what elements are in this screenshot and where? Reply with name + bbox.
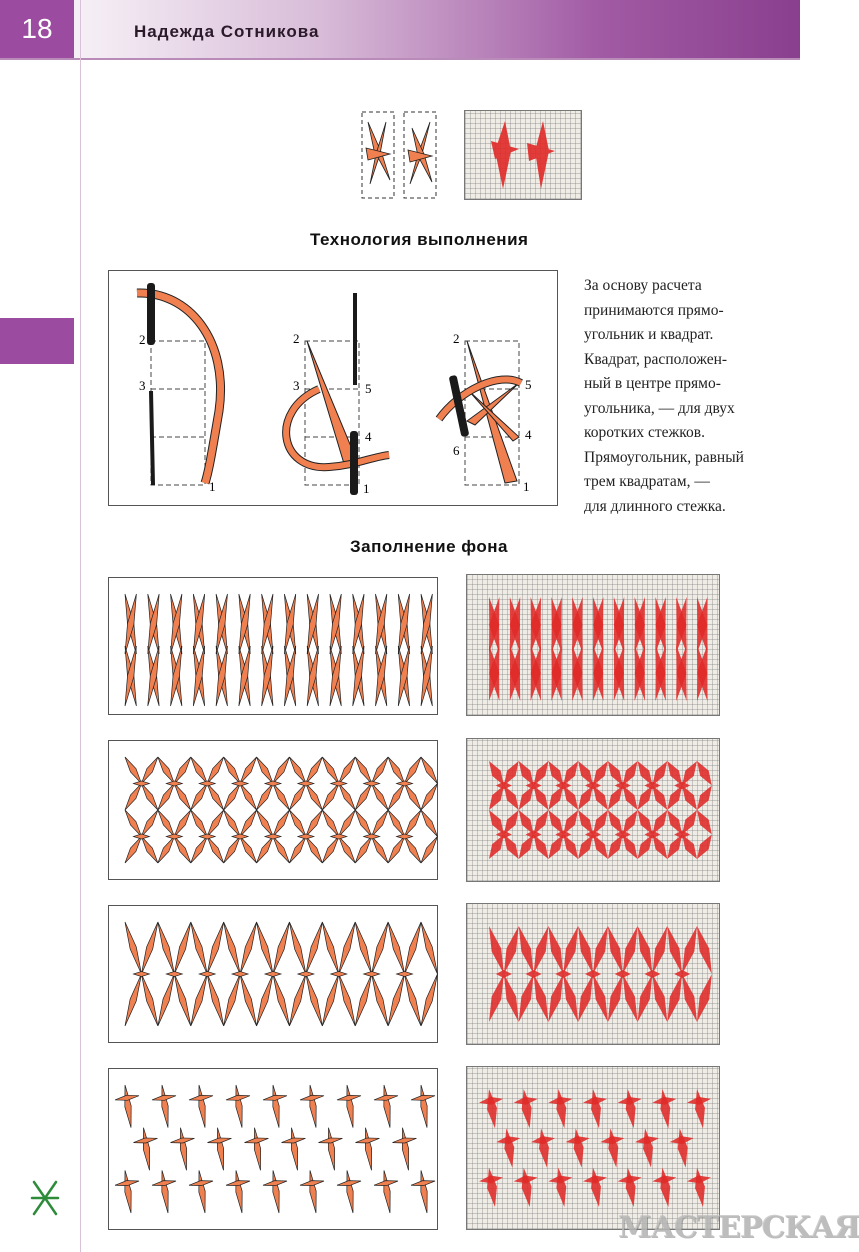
label-3-2: 2	[453, 331, 460, 346]
desc-line: угольника, — для двух	[584, 399, 735, 417]
desc-line: За основу расчета	[584, 277, 702, 294]
desc-line: Квадрат, расположен-	[584, 350, 728, 368]
technique-diagram-frame	[108, 270, 558, 506]
label-3-5: 5	[525, 377, 532, 392]
fill-pattern-diagram-3	[108, 905, 438, 1043]
desc-line: принимаются прямо-	[584, 301, 724, 319]
label-2-1: 1	[363, 481, 370, 496]
fill-pattern-photo-4	[466, 1066, 720, 1230]
watermark: МАСТЕРСКАЯ	[618, 1210, 859, 1245]
technique-description	[584, 274, 794, 519]
label-2-4: 4	[365, 429, 372, 444]
desc-line: Прямоугольник, равный	[584, 448, 744, 466]
header-bar	[0, 0, 800, 58]
fill-pattern-diagram-2	[108, 740, 438, 880]
label-3-6: 6	[453, 443, 460, 458]
margin-line	[80, 0, 81, 1252]
desc-line: ный в центре прямо-	[584, 375, 721, 392]
top-stitch-photo	[464, 110, 582, 200]
side-accent-block	[0, 318, 74, 364]
fill-pattern-photo-1	[466, 574, 720, 716]
fill-pattern-diagram-4	[108, 1068, 438, 1230]
desc-line: угольник и квадрат.	[584, 326, 714, 343]
label-2-5: 5	[365, 381, 372, 396]
author-name: Надежда Сотникова	[134, 22, 320, 41]
desc-line: для длинного стежка.	[584, 497, 726, 515]
desc-line: трем квадратам, —	[584, 473, 710, 490]
fill-pattern-photo-2	[466, 738, 720, 882]
page-number: 18	[0, 0, 74, 58]
label-3-1: 1	[523, 479, 530, 494]
top-stitch-diagram	[360, 110, 438, 200]
stitch-corner-icon	[28, 1178, 62, 1218]
desc-line: коротких стежков.	[584, 424, 705, 441]
label-1-3: 3	[139, 378, 146, 393]
fill-pattern-photo-3	[466, 903, 720, 1045]
header-rule	[0, 58, 800, 60]
fill-pattern-diagram-1	[108, 577, 438, 715]
label-2-2: 2	[293, 331, 300, 346]
section-title-technique: Технология выполнения	[310, 230, 529, 249]
section-title-fill: Заполнение фона	[350, 537, 509, 556]
label-1-2: 2	[139, 332, 146, 347]
label-2-3: 3	[293, 378, 300, 393]
label-3-4: 4	[525, 427, 532, 442]
label-1-1: 1	[209, 479, 216, 494]
